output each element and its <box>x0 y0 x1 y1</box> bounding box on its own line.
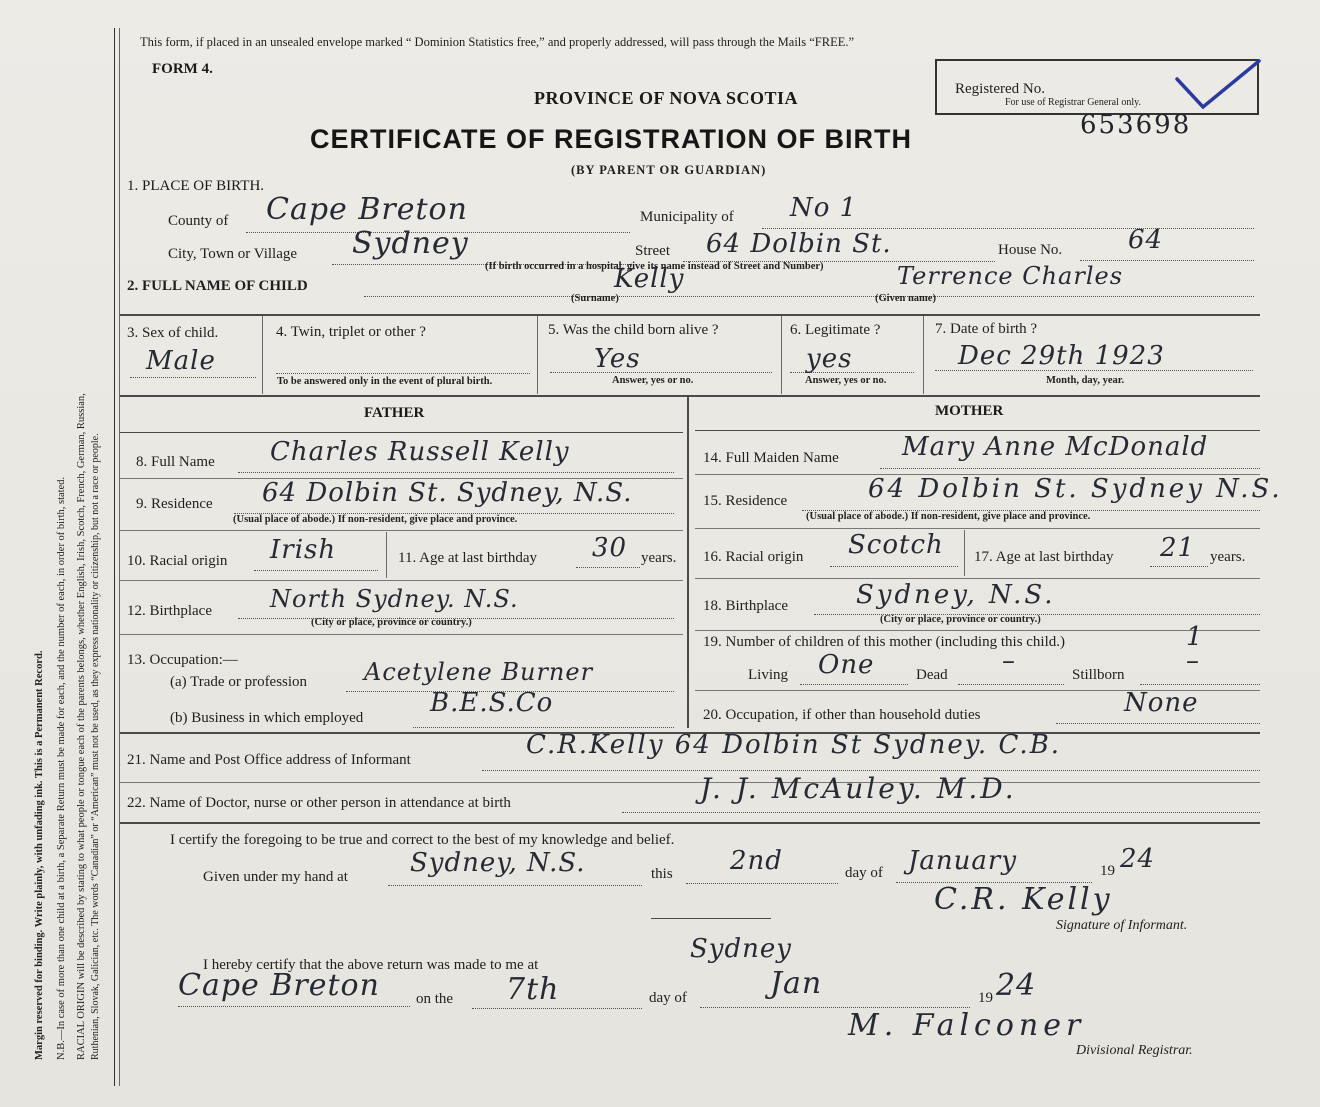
living-label: Living <box>748 667 788 683</box>
mother-birthplace-value: Sydney, N.S. <box>856 580 1056 610</box>
registrar-year-prefix: 19 <box>978 990 993 1006</box>
mother-residence-label: 15. Residence <box>703 493 788 509</box>
mother-birthplace-note: (City or place, province or country.) <box>880 614 1041 625</box>
margin-note-4: Ruthenian, Slovak, Galician, etc. The words “Canadian” or “American” must not be used, as they express nationality or citizenship, but not a race or people. <box>90 433 101 1060</box>
place-heading: 1. PLACE OF BIRTH. <box>127 178 265 194</box>
city-value: Sydney <box>352 226 469 261</box>
stillborn-value: – <box>1186 646 1200 676</box>
checkmark-icon <box>1173 57 1263 113</box>
signature-caption: Signature of Informant. <box>1056 918 1188 933</box>
certificate-subtitle: (BY PARENT OR GUARDIAN) <box>571 163 767 177</box>
given-caption: (Given name) <box>875 293 936 304</box>
sex-value: Male <box>146 346 216 376</box>
alive-value: Yes <box>594 344 641 374</box>
hospital-note: (If birth occurred in a hospital, give its name instead of Street and Number) <box>485 261 824 272</box>
registered-number: 653698 <box>1080 110 1192 140</box>
dayof-label: day of <box>845 865 883 881</box>
child-given-value: Terrence Charles <box>897 262 1124 290</box>
given-month-value: January <box>908 846 1018 876</box>
registrar-month-value: Jan <box>770 966 823 1001</box>
father-age-label: 11. Age at last birthday <box>398 550 537 566</box>
dob-label: 7. Date of birth ? <box>935 321 1038 337</box>
province-heading: PROVINCE OF NOVA SCOTIA <box>534 88 799 108</box>
mother-residence-note: (Usual place of abode.) If non-resident, give place and province. <box>806 511 1091 522</box>
father-racial-label: 10. Racial origin <box>127 553 228 569</box>
mother-occupation-label: 20. Occupation, if other than household duties <box>703 707 981 723</box>
twin-label: 4. Twin, triplet or other ? <box>276 324 426 340</box>
doctor-label: 22. Name of Doctor, nurse or other person in attendance at birth <box>127 795 511 811</box>
on-the-label: on the <box>416 991 454 1007</box>
alive-label: 5. Was the child born alive ? <box>548 322 719 338</box>
father-residence-label: 9. Residence <box>136 496 213 512</box>
municipality-value: No 1 <box>790 193 858 223</box>
legitimate-value: yes <box>806 344 853 374</box>
margin-note-2: N.B.—In case of more than one child at a birth, a Separate Return must be made for each, and the number of each, in order of birth, stated. <box>56 476 67 1060</box>
mother-racial-label: 16. Racial origin <box>703 549 804 565</box>
father-birthplace-note: (City or place, province or country.) <box>311 617 472 628</box>
dead-label: Dead <box>916 667 948 683</box>
dead-value: – <box>1002 646 1016 676</box>
father-birthplace-label: 12. Birthplace <box>127 603 212 619</box>
mother-residence-value: 64 Dolbin St. Sydney N.S. <box>868 474 1283 504</box>
given-place-value: Sydney, N.S. <box>410 848 586 878</box>
children-count-value: 1 <box>1186 622 1204 652</box>
margin-rule-inner <box>119 28 120 1086</box>
informant-label: 21. Name and Post Office address of Informant <box>127 752 411 768</box>
registered-label: Registered No. <box>955 81 1045 97</box>
informant-signature: C.R. Kelly <box>934 882 1113 917</box>
mother-birthplace-label: 18. Birthplace <box>703 598 788 614</box>
registrar-caption: Divisional Registrar. <box>1076 1043 1193 1058</box>
mother-age-unit: years. <box>1210 549 1246 565</box>
municipality-label: Municipality of <box>640 209 734 225</box>
trade-value: Acetylene Burner <box>364 658 594 686</box>
living-value: One <box>818 650 875 680</box>
business-value: B.E.S.Co <box>430 688 554 718</box>
margin-rule <box>114 28 115 1086</box>
legitimate-note: Answer, yes or no. <box>805 375 887 386</box>
mother-age-label: 17. Age at last birthday <box>974 549 1114 565</box>
sex-label: 3. Sex of child. <box>127 325 219 341</box>
father-residence-note: (Usual place of abode.) If non-resident, give place and province. <box>233 514 518 525</box>
father-racial-value: Irish <box>270 535 337 565</box>
father-age-unit: years. <box>641 550 677 566</box>
certificate-title: CERTIFICATE OF REGISTRATION OF BIRTH <box>310 124 912 154</box>
father-heading: FATHER <box>364 405 425 421</box>
registrar-county-value: Cape Breton <box>178 968 380 1003</box>
doctor-value: J. J. McAuley. M.D. <box>700 772 1017 805</box>
mother-name-value: Mary Anne McDonald <box>902 432 1209 462</box>
children-count-label: 19. Number of children of this mother (including this child.) <box>703 634 1066 650</box>
given-year-value: 24 <box>1120 844 1156 874</box>
this-label: this <box>651 866 673 882</box>
county-value: Cape Breton <box>266 192 468 227</box>
trade-label: (a) Trade or profession <box>170 674 308 690</box>
father-birthplace-value: North Sydney. N.S. <box>270 585 519 613</box>
house-value: 64 <box>1128 225 1164 255</box>
street-label: Street <box>635 243 670 259</box>
registrar-day-value: 7th <box>506 972 560 1007</box>
legitimate-label: 6. Legitimate ? <box>790 322 881 338</box>
dob-value: Dec 29th 1923 <box>958 341 1165 371</box>
child-surname-value: Kelly <box>614 264 685 294</box>
registrar-year-value: 24 <box>996 968 1037 1003</box>
mother-age-value: 21 <box>1160 533 1196 563</box>
registrar-text: I hereby certify that the above return was made to me at <box>203 957 539 973</box>
father-occupation-label: 13. Occupation:— <box>127 652 238 668</box>
mother-occupation-value: None <box>1124 688 1199 718</box>
registrar-signature: M. Falconer <box>848 1008 1086 1043</box>
county-label: County of <box>168 213 229 229</box>
given-under-label: Given under my hand at <box>203 869 348 885</box>
city-label: City, Town or Village <box>168 246 298 262</box>
business-label: (b) Business in which employed <box>170 710 364 726</box>
twin-note: To be answered only in the event of plural birth. <box>277 376 493 387</box>
registrar-dayof-label: day of <box>649 990 687 1006</box>
father-name-value: Charles Russell Kelly <box>270 437 570 467</box>
father-name-label: 8. Full Name <box>136 454 215 470</box>
form-number: FORM 4. <box>152 61 213 77</box>
registered-box <box>935 59 1259 115</box>
certify-text: I certify the foregoing to be true and correct to the best of my knowledge and belief. <box>170 832 675 848</box>
margin-note-1: Margin reserved for binding. Write plainly, with unfading ink. This is a Permanent Record. <box>34 650 45 1060</box>
street-value: 64 Dolbin St. <box>706 229 892 259</box>
surname-caption: (Surname) <box>571 293 619 304</box>
postal-notice: This form, if placed in an unsealed envelope marked “ Dominion Statistics free,” and properly addressed, will pass through the Mails “FREE.” <box>140 35 855 49</box>
father-residence-value: 64 Dolbin St. Sydney, N.S. <box>262 478 633 508</box>
alive-note: Answer, yes or no. <box>612 375 694 386</box>
informant-value: C.R.Kelly 64 Dolbin St Sydney. C.B. <box>526 730 1062 760</box>
dob-note: Month, day, year. <box>1046 375 1125 386</box>
given-day-value: 2nd <box>730 846 783 876</box>
mother-heading: MOTHER <box>935 403 1004 419</box>
mother-racial-value: Scotch <box>848 530 944 560</box>
mother-name-label: 14. Full Maiden Name <box>703 450 839 466</box>
child-name-label: 2. FULL NAME OF CHILD <box>127 278 308 294</box>
given-year-prefix: 19 <box>1100 863 1115 879</box>
registrar-place-value: Sydney <box>690 934 792 964</box>
house-label: House No. <box>998 242 1063 258</box>
father-age-value: 30 <box>592 533 628 563</box>
stillborn-label: Stillborn <box>1072 667 1125 683</box>
margin-note-3: RACIAL ORIGIN will be described by stating to what people or tongue each of the parents belongs, whether English, Irish, Scotch, French, German, Russian, <box>76 393 87 1060</box>
registered-note: For use of Registrar General only. <box>1005 97 1141 108</box>
